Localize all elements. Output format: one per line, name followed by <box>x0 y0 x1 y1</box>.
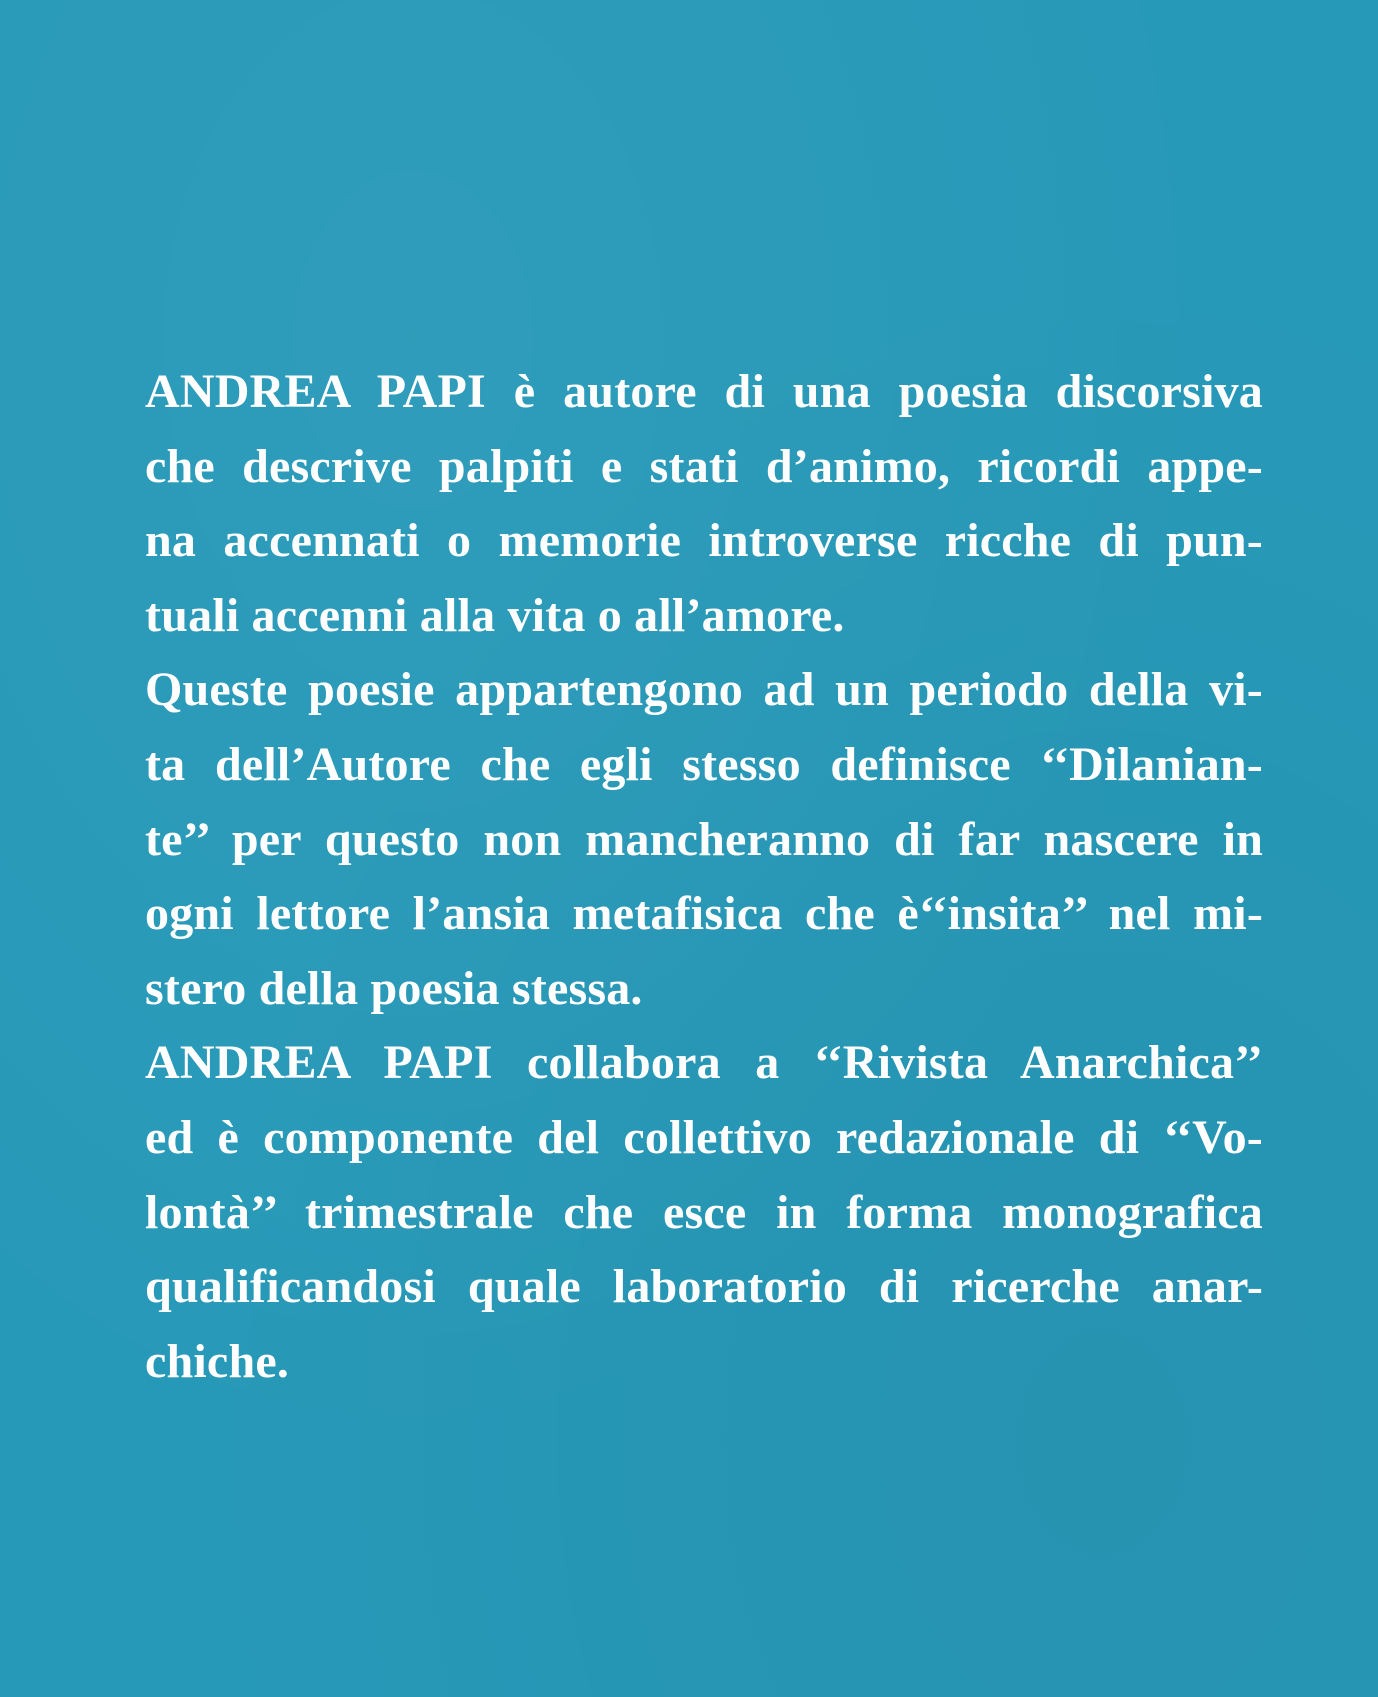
blurb-line: stero della poesia stessa. <box>145 961 643 1015</box>
blurb-line: te’’ per questo non mancheranno di far nascere in <box>145 812 1263 866</box>
blurb-line: na accennati o memorie introverse ricche di pun- <box>145 514 1263 568</box>
blurb-line: ANDREA PAPI collabora a ‘‘Rivista Anarchica’’ <box>145 1036 1263 1090</box>
blurb-line: ANDREA PAPI è autore di una poesia discorsiva <box>145 365 1263 418</box>
blurb-line: Queste poesie appartengono ad un periodo della vi- <box>145 663 1263 717</box>
blurb-line: ta dell’Autore che egli stesso definisce ‘‘Dilanian- <box>145 737 1263 791</box>
blurb-line: che descrive palpiti e stati d’animo, ricordi appe- <box>145 439 1263 493</box>
blurb-line: qualificandosi quale laboratorio di ricerche anar- <box>145 1260 1263 1314</box>
blurb-line: chiche. <box>145 1334 290 1388</box>
blurb-line: lontà’’ trimestrale che esce in forma monografica <box>145 1185 1263 1239</box>
blurb-line: tuali accenni alla vita o all’amore. <box>145 588 845 642</box>
blurb-line: ogni lettore l’ansia metafisica che è‘‘insita’’ nel mi- <box>145 887 1263 941</box>
blurb-line: ed è componente del collettivo redazionale di ‘‘Vo- <box>145 1110 1263 1164</box>
author-blurb <box>145 355 1263 1399</box>
